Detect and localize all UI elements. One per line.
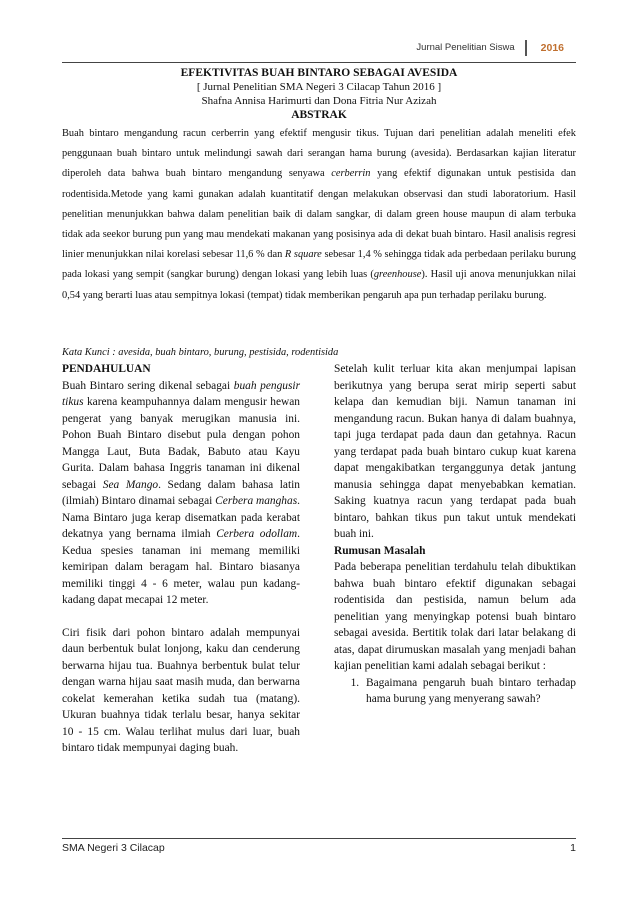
text-run: Buah Bintaro sering dikenal sebagai (62, 379, 234, 392)
footer-divider (62, 838, 576, 839)
authors: Shafna Annisa Harimurti dan Dona Fitria Nur Azizah (201, 95, 437, 107)
abstract-body (62, 124, 576, 306)
emphasis: Cerbera odollam (216, 528, 298, 540)
section-heading-pendahuluan: PENDAHULUAN (62, 363, 151, 375)
research-question-item: 1. Bagaimana pengaruh buah bintaro terhadap hama burung yang menyerang sawah? (362, 675, 576, 708)
research-questions-list (334, 675, 576, 708)
emphasis: Cerbera manghas (215, 495, 298, 507)
journal-year: 2016 (540, 42, 564, 54)
header-divider (62, 62, 576, 63)
running-header (0, 40, 564, 56)
page-footer (62, 842, 576, 854)
problem-paragraph: Pada beberapa penelitian terdahulu telah dibuktikan bahwa buah bintaro efektif digunakan sebagai rodentisida dan pestisida, namun belum ada penelitian yang menyingkap potensi buah bintaro sebagai avesida. Bertitik tolak dari latar belakang di atas, dapat dirumuskan masalah yang menjadi bahan kajian penelitian kami adalah sebagai berikut : (334, 561, 576, 672)
text-run: . Nama Bintaro juga kerap disematkan pada kerabat dekatnya yang bernama ilmiah (62, 495, 300, 540)
footer-school: SMA Negeri 3 Cilacap (62, 842, 165, 854)
abstract-text: sebesar 1,4 % sehingga tidak ada perbedaan perilaku burung pada lokasi yang sempit (sangkar burung) dengan lokasi yang lebih luas ( (62, 249, 576, 281)
emphasis: buah pengusir tikus (62, 379, 301, 408)
right-column (334, 361, 576, 708)
abstract-emphasis: R square (284, 249, 322, 261)
abstract-text: Buah bintaro mengandung racun cerberrin yang efektif mengusir tikus. Tujuan dari penelitian adalah meneliti efek penggunaan buah bintaro untuk melindungi sawah dari serangan hama burung (avesida). Berdasarkan kajian literatur diperoleh data bahwa buah bintaro mengandung senyawa (62, 128, 576, 180)
text-run: karena keampuhannya dalam mengusir hewan pengerat yang banyak merugikan manusia ini. Pohon Buah Bintaro disebut pula dengan pohon Mangga Laut, Buta Badak, Babuto atau Kayu Gurita. Dalam bahasa Inggris tanaman ini dikenal sebagai (62, 396, 300, 491)
journal-name: Jurnal Penelitian Siswa (416, 40, 526, 56)
keywords: Kata Kunci : avesida, buah bintaro, burung, pestisida, rodentisida (62, 347, 339, 358)
title-block (62, 66, 576, 122)
abstract-emphasis: greenhouse (373, 269, 422, 281)
paragraph-gap (62, 609, 300, 625)
abstract-text: yang efektif digunakan untuk pestisida dan rodentisida.Metode yang kami gunakan adalah kuantitatif dengan melakukan observasi dan studi laboratorium. Hasil penelitian menunjukkan bahwa dalam penelitian baik di dalam sangkar, di dalam green house maupun di alam terbuka tidak ada seekor burung pun yang mau mendekati makanan yang posisinya ada di dekat buah bintaro. Hasil analisis regresi linier menunjukkan nilai korelasi sebesar 11,6 % dan (62, 168, 576, 261)
page-number: 1 (570, 842, 576, 854)
abstract-text: ). Hasil uji anova menunjukkan nilai 0,54 yang berarti luas atau sempitnya lokasi (tempat) tidak memberikan pengaruh apa pun terhadap perilaku burung. (62, 269, 576, 301)
section-heading-rumusan-masalah: Rumusan Masalah (334, 544, 426, 557)
paper-title: EFEKTIVITAS BUAH BINTARO SEBAGAI AVESIDA (180, 67, 458, 79)
emphasis: Sea Mango (102, 478, 159, 491)
intro-paragraph (62, 378, 300, 609)
left-column (62, 361, 300, 757)
journal-subtitle: [ Jurnal Penelitian SMA Negeri 3 Cilacap Tahun 2016 ] (196, 81, 442, 93)
text-run: . Sedang dalam bahasa latin (ilmiah) Bintaro dinamai sebagai (62, 478, 300, 507)
text-run: . Kedua spesies tanaman ini memang memiliki kemiripan dalam beragam hal. Bintaro biasanya memiliki tinggi 4 - 6 meter, walau pun kadang-kadang dapat mecapai 12 meter. (62, 528, 300, 606)
physical-features-paragraph: Ciri fisik dari pohon bintaro adalah mempunyai daun berbentuk bulat lonjong, kaku dan cenderung berwarna hijau tua. Buahnya berbentuk bulat telur dengan warna hijau saat masih muda, dan berwarna cokelat kemerahan ketika sudah tua (matang). Ukuran buahnya tidak terlalu besar, hanya sekitar 10 - 15 cm. Walau terlihat mulus dari luar, buah bintaro tidak mempunyai daging buah. (62, 626, 300, 754)
abstract-emphasis: cerberrin (331, 168, 371, 180)
toxicity-paragraph: Setelah kulit terluar kita akan menjumpai lapisan berikutnya yang berupa serat mirip seperti sabut kelapa dan kemudian biji. Namun tanaman ini mengandung racun. Bukan hanya di dalam buahnya, tapi juga terdapat pada daun dan getahnya. Racun yang terdapat pada buah bintaro cukup kuat karena dapat mengakibatkan terganggunya detak jantung manusia sehingga dapat menyebabkan kematian. Saking kuatnya racun yang terdapat pada buah bintaro, bahkan tikus pun takut untuk mendekati buah ini. (334, 363, 576, 540)
abstract-heading: ABSTRAK (291, 109, 347, 121)
